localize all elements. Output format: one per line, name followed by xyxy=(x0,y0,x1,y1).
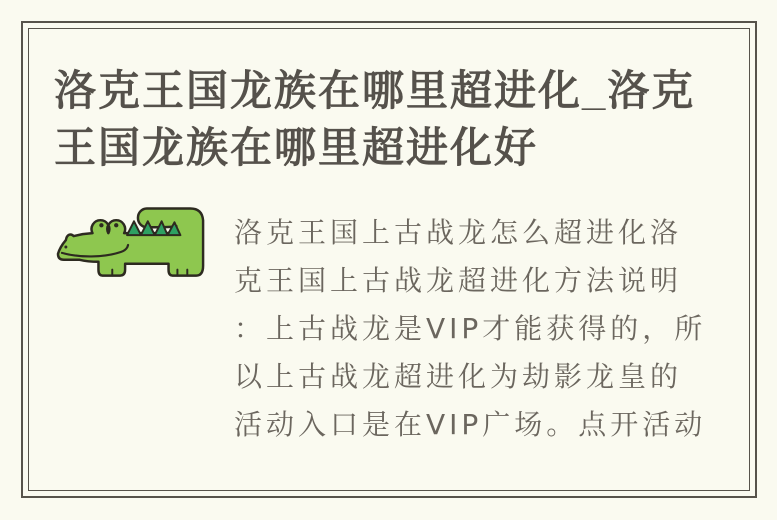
decorative-inner-frame xyxy=(28,28,750,491)
page-title xyxy=(54,62,731,176)
page-title-line-1: 洛克王国龙族在哪里超进化_洛克 xyxy=(54,67,696,114)
article-line-1: 洛克王国上古战龙怎么超进化洛 xyxy=(234,216,683,249)
article-text xyxy=(234,209,706,449)
article-line-5: 活动入口是在VIP广场。点开活动 xyxy=(234,408,707,441)
crocodile-icon xyxy=(56,207,210,281)
decorative-outer-frame xyxy=(21,21,757,498)
crocodile-illustration xyxy=(56,207,210,281)
article-line-2: 克王国上古战龙超进化方法说明 xyxy=(234,264,683,297)
article-body xyxy=(29,209,749,449)
article-line-3: ：上古战龙是VIP才能获得的，所 xyxy=(234,312,707,345)
article-line-4: 以上古战龙超进化为劫影龙皇的 xyxy=(234,360,683,393)
page-title-line-2: 王国龙族在哪里超进化好 xyxy=(54,124,539,171)
